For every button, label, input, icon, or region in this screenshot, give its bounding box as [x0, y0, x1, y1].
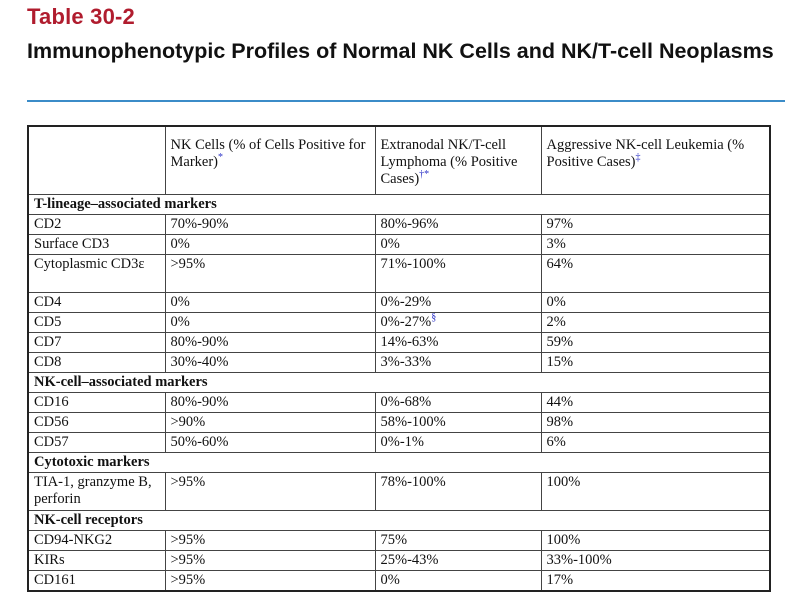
- section-header-row: [28, 195, 770, 215]
- cell-nk-cells: >95%: [165, 551, 375, 571]
- cell-nk-cells: 50%-60%: [165, 433, 375, 453]
- table-row: [28, 433, 770, 453]
- section-title: Cytotoxic markers: [28, 453, 770, 473]
- section-title: NK-cell–associated markers: [28, 373, 770, 393]
- cell-enktl: 0%-27%§: [375, 313, 541, 333]
- cell-nk-cells: 80%-90%: [165, 393, 375, 413]
- cell-enktl: 80%-96%: [375, 215, 541, 235]
- table-title: Immunophenotypic Profiles of Normal NK Cells and NK/T-cell Neoplasms: [27, 39, 774, 63]
- cell-ankl: 6%: [541, 433, 770, 453]
- cell-enktl: 0%-68%: [375, 393, 541, 413]
- footnote-mark: §: [431, 312, 437, 324]
- cell-ankl: 100%: [541, 473, 770, 511]
- cell-ankl: 0%: [541, 293, 770, 313]
- immunophenotype-table: [27, 125, 771, 592]
- cell-nk-cells: >95%: [165, 255, 375, 293]
- cell-ankl: 17%: [541, 571, 770, 592]
- section-header-row: [28, 511, 770, 531]
- cell-marker: CD4: [28, 293, 165, 313]
- table-row: [28, 353, 770, 373]
- table-row: [28, 413, 770, 433]
- header-cell-marker: [28, 126, 165, 195]
- cell-ankl: 97%: [541, 215, 770, 235]
- cell-marker: CD161: [28, 571, 165, 592]
- cell-enktl: 25%-43%: [375, 551, 541, 571]
- cell-marker: Cytoplasmic CD3ε: [28, 255, 165, 293]
- cell-nk-cells: 70%-90%: [165, 215, 375, 235]
- section-title: NK-cell receptors: [28, 511, 770, 531]
- cell-enktl: 0%-29%: [375, 293, 541, 313]
- cell-enktl: 75%: [375, 531, 541, 551]
- cell-nk-cells: >90%: [165, 413, 375, 433]
- cell-enktl: 3%-33%: [375, 353, 541, 373]
- cell-nk-cells: >95%: [165, 473, 375, 511]
- header-cell-nk-cells: NK Cells (% of Cells Positive for Marker)*: [165, 126, 375, 195]
- cell-marker: Surface CD3: [28, 235, 165, 255]
- table-row: [28, 393, 770, 413]
- table-row: [28, 293, 770, 313]
- cell-nk-cells: 0%: [165, 313, 375, 333]
- table-row: [28, 255, 770, 293]
- cell-marker: CD56: [28, 413, 165, 433]
- footnote-mark: ‡: [635, 152, 641, 164]
- cell-enktl: 0%: [375, 571, 541, 592]
- cell-marker: CD94-NKG2: [28, 531, 165, 551]
- cell-enktl: 78%-100%: [375, 473, 541, 511]
- cell-marker: CD57: [28, 433, 165, 453]
- table-body: [28, 195, 770, 592]
- table-row: [28, 235, 770, 255]
- cell-ankl: 44%: [541, 393, 770, 413]
- section-title: T-lineage–associated markers: [28, 195, 770, 215]
- section-header-row: [28, 453, 770, 473]
- cell-ankl: 59%: [541, 333, 770, 353]
- table-row: [28, 551, 770, 571]
- cell-ankl: 3%: [541, 235, 770, 255]
- header-cell-enktl: Extranodal NK/T-cell Lymphoma (% Positive Cases)†*: [375, 126, 541, 195]
- cell-ankl: 98%: [541, 413, 770, 433]
- cell-enktl: 0%-1%: [375, 433, 541, 453]
- cell-nk-cells: >95%: [165, 571, 375, 592]
- cell-enktl: 0%: [375, 235, 541, 255]
- cell-nk-cells: >95%: [165, 531, 375, 551]
- cell-marker: TIA-1, granzyme B, perforin: [28, 473, 165, 511]
- table-number: Table 30-2: [27, 4, 135, 29]
- section-header-row: [28, 373, 770, 393]
- cell-ankl: 33%-100%: [541, 551, 770, 571]
- header-row: [28, 126, 770, 195]
- cell-marker: KIRs: [28, 551, 165, 571]
- cell-nk-cells: 80%-90%: [165, 333, 375, 353]
- cell-enktl: 71%-100%: [375, 255, 541, 293]
- table-row: [28, 531, 770, 551]
- cell-nk-cells: 0%: [165, 235, 375, 255]
- table-row: [28, 571, 770, 592]
- cell-ankl: 64%: [541, 255, 770, 293]
- cell-marker: CD5: [28, 313, 165, 333]
- title-rule: [27, 100, 785, 102]
- cell-marker: CD7: [28, 333, 165, 353]
- cell-ankl: 2%: [541, 313, 770, 333]
- cell-ankl: 100%: [541, 531, 770, 551]
- cell-marker: CD16: [28, 393, 165, 413]
- cell-nk-cells: 30%-40%: [165, 353, 375, 373]
- table-row: [28, 215, 770, 235]
- footnote-mark: *: [218, 152, 224, 164]
- cell-marker: CD8: [28, 353, 165, 373]
- header-cell-ankl: Aggressive NK-cell Leukemia (% Positive Cases)‡: [541, 126, 770, 195]
- table-row: [28, 313, 770, 333]
- cell-ankl: 15%: [541, 353, 770, 373]
- table-row: [28, 473, 770, 511]
- cell-enktl: 14%-63%: [375, 333, 541, 353]
- cell-nk-cells: 0%: [165, 293, 375, 313]
- cell-enktl: 58%-100%: [375, 413, 541, 433]
- footnote-mark: †*: [419, 169, 430, 181]
- table-row: [28, 333, 770, 353]
- cell-marker: CD2: [28, 215, 165, 235]
